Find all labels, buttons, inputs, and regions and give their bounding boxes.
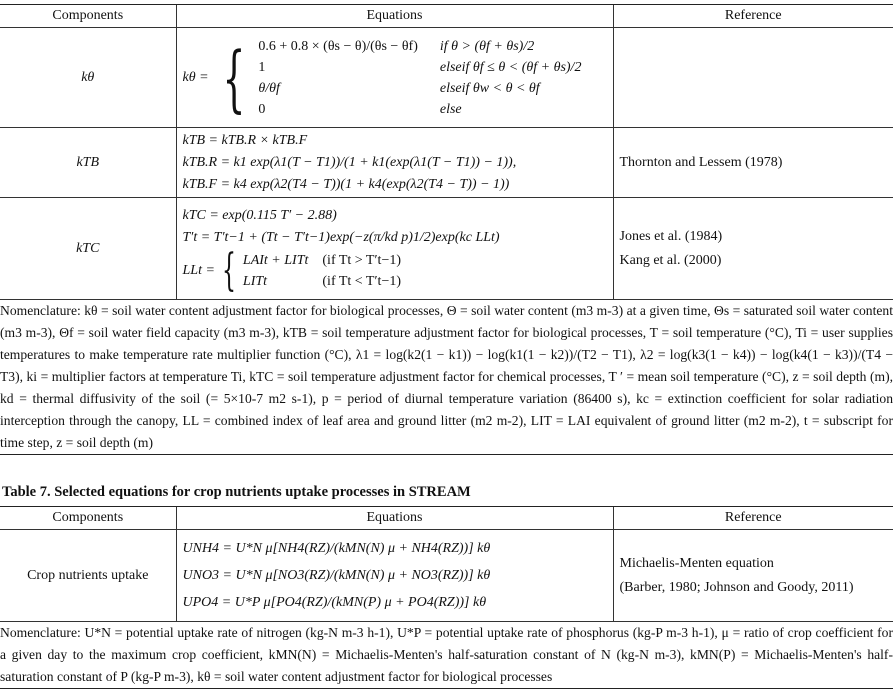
reference-ktb: Thornton and Lessem (1978) <box>613 128 893 198</box>
reference-line: Kang et al. (2000) <box>619 252 722 268</box>
case-expr: 0 <box>258 101 266 117</box>
cases-ktheta <box>258 36 581 120</box>
reference-line: Jones et al. (1984) <box>619 228 723 244</box>
lhs-ll: LLt = <box>182 262 215 278</box>
case-expr: θ/θf <box>258 80 280 96</box>
case-expr: 1 <box>258 59 266 75</box>
lhs-ktheta: kθ = <box>182 69 209 85</box>
left-brace: { <box>221 244 236 296</box>
table-7 <box>0 506 893 689</box>
case-cond: else <box>439 101 462 117</box>
component-ktheta: kθ <box>0 28 176 128</box>
equation-line: kTB.F = k4 exp(λ2(T4 − T))(1 + k4(exp(λ2(T4 − T)) − 1)) <box>182 176 510 192</box>
component-ktc: kTC <box>0 198 176 300</box>
left-brace: { <box>222 35 245 120</box>
equation-ktheta <box>176 28 613 128</box>
table-7-caption: Table 7. Selected equations for crop nutrients uptake processes in STREAM <box>2 484 471 500</box>
header-equations: Equations <box>176 507 613 530</box>
nomenclature-row <box>0 622 893 689</box>
table-header-row <box>0 5 893 28</box>
nomenclature-row <box>0 300 893 455</box>
ll-equation <box>182 244 613 296</box>
nomenclature-table7: Nomenclature: U*N = potential uptake rate of nitrogen (kg-N m-3 h-1), U*P = potential uptake rate of phosphorus (kg-P m-3 h-1), μ = ratio of crop coefficient for a given day to the maximum crop coefficient, kMN(N) = Michaelis-Menten's half-saturation constant of N (kg-N m-3), kMN(P) = Michaelis-Menten's half-saturation constant of P (kg-P m-3), kθ = soil water content adjustment factor for biological processes <box>0 625 893 684</box>
table-row-ktc <box>0 198 893 300</box>
header-reference: Reference <box>613 507 893 530</box>
equation-line: UPO4 = U*P μ[PO4(RZ)/(kMN(P) μ + PO4(RZ))] kθ <box>182 595 487 610</box>
reference-ktheta <box>613 28 893 128</box>
case-cond: (if Tt < T′t−1) <box>322 273 401 289</box>
header-components: Components <box>0 5 176 28</box>
header-components: Components <box>0 507 176 530</box>
case-cond: (if Tt > T′t−1) <box>322 252 401 268</box>
reference-line: (Barber, 1980; Johnson and Goody, 2011) <box>619 579 854 595</box>
table-6 <box>0 4 893 455</box>
reference-ktc <box>613 198 893 300</box>
equation-line: UNH4 = U*N μ[NH4(RZ)/(kMN(N) μ + NH4(RZ))] kθ <box>182 541 491 556</box>
component-ktb: kTB <box>0 128 176 198</box>
equation-line: kTB.R = k1 exp(λ1(T − T1))/(1 + k1(exp(λ1(T − T1)) − 1)), <box>182 154 517 170</box>
equation-line: T′t = T′t−1 + (Tt − T′t−1)exp(−z(π/kd p)1/2)exp(kc LLt) <box>182 229 500 245</box>
header-equations: Equations <box>176 5 613 28</box>
equation-ktb <box>176 128 613 198</box>
equation-crop-uptake <box>176 530 613 622</box>
case-cond: elseif θf ≤ θ < (θf + θs)/2 <box>439 59 582 75</box>
component-crop-uptake: Crop nutrients uptake <box>0 530 176 622</box>
equation-ktc <box>176 198 613 300</box>
case-cond: if θ > (θf + θs)/2 <box>439 38 535 54</box>
cases-ll <box>243 250 401 292</box>
case-cond: elseif θw < θ < θf <box>439 80 540 96</box>
equation-line: UNO3 = U*N μ[NO3(RZ)/(kMN(N) μ + NO3(RZ))] kθ <box>182 568 491 583</box>
equation-line: kTC = exp(0.115 T′ − 2.88) <box>182 207 337 223</box>
table-row-ktheta <box>0 28 893 128</box>
reference-line: Michaelis-Menten equation <box>619 555 774 571</box>
case-expr: 0.6 + 0.8 × (θs − θ)/(θs − θf) <box>258 38 418 54</box>
table-header-row <box>0 507 893 530</box>
header-reference: Reference <box>613 5 893 28</box>
table-row-crop-uptake <box>0 530 893 622</box>
equation-line: kTB = kTB.R × kTB.F <box>182 132 308 148</box>
case-expr: LITt <box>242 273 268 289</box>
case-expr: LAIt + LITt <box>242 252 309 268</box>
table-row-ktb <box>0 128 893 198</box>
nomenclature-table6: Nomenclature: kθ = soil water content adjustment factor for biological processes, Θ = soil water content (m3 m-3) at a given time, Θs = saturated soil water content (m3 m-3), Θf = soil water field capacity (m3 m-3), kTB = soil temperature adjustment factor for biological processes, T = soil temperature (°C), Ti = user supplies temperatures to make temperature rate multiplier function (°C), λ1 = log(k2(1 − k1)) − log(k1(1 − k2))/(T2 − T1), λ2 = log(k3(1 − k4)) − log(k4(1 − k3))/(T4 − T3), ki = multiplier factors at temperature Ti, kTC = soil temperature adjustment factor for chemical processes, T ′ = mean soil temperature (°C), z = soil depth (m), kd = thermal diffusivity of the soil (= 5×10-7 m2 s-1), p = period of diurnal temperature variation (86400 s), kc = extinction coefficient for solar radiation interception through the canopy, LL = combined index of leaf area and ground litter (m2 m-2), LIT = LAI equivalent of ground litter (m2 m-2), t = subscript for time step, z = soil depth (m) <box>0 303 893 450</box>
reference-crop-uptake <box>613 530 893 622</box>
